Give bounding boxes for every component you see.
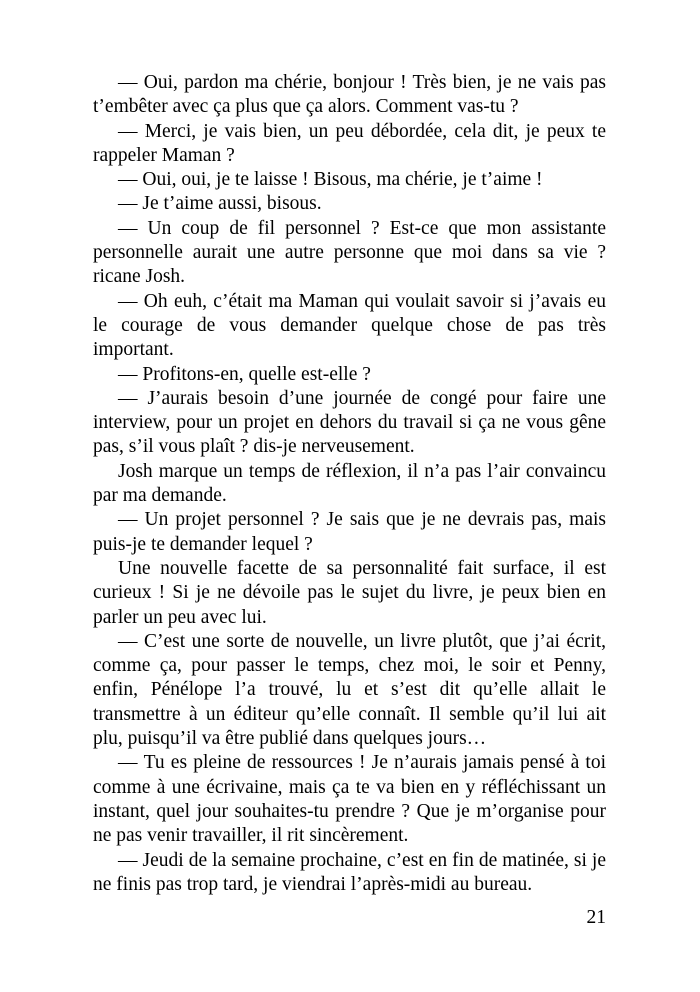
paragraph: — Tu es pleine de ressources ! Je n’aurais jamais pensé à toi comme à une écrivaine, mais ça te va bien en y réfléchissant un instant, quel jour souhaites-tu prendre ? Que je m’organise pour ne pas venir travailler, il rit sincèrement. bbox=[93, 752, 606, 847]
paragraph: — Je t’aime aussi, bisous. bbox=[118, 193, 322, 215]
paragraph: — Merci, je vais bien, un peu débordée, cela dit, je peux te rappeler Maman ? bbox=[93, 120, 606, 166]
paragraph: — Un coup de fil personnel ? Est-ce que mon assistante personnelle aurait une autre personne que moi dans sa vie ? ricane Josh. bbox=[93, 217, 606, 288]
paragraph: — Profitons-en, quelle est-elle ? bbox=[118, 363, 371, 385]
page-number: 21 bbox=[586, 907, 606, 928]
paragraph: — Un projet personnel ? Je sais que je ne devrais pas, mais puis-je te demander lequel ? bbox=[93, 509, 606, 555]
paragraph: Une nouvelle facette de sa personnalité fait surface, il est curieux ! Si je ne dévoile pas le sujet du livre, je peux bien en parler un peu avec lui. bbox=[93, 557, 606, 628]
paragraph: — Oh euh, c’était ma Maman qui voulait savoir si j’avais eu le courage de vous demander quelque chose de pas très important. bbox=[93, 290, 606, 361]
paragraph: — J’aurais besoin d’une journée de congé pour faire une interview, pour un projet en dehors du travail si ça ne vous gêne pas, s’il vous plaît ? dis-je nerveusement. bbox=[93, 387, 606, 458]
paragraph: — Jeudi de la semaine prochaine, c’est en fin de matinée, si je ne finis pas trop tard, je viendrai l’après-midi au bureau. bbox=[93, 849, 606, 895]
paragraph: — Oui, oui, je te laisse ! Bisous, ma chérie, je t’aime ! bbox=[118, 169, 543, 191]
paragraph: — C’est une sorte de nouvelle, un livre plutôt, que j’ai écrit, comme ça, pour passer le temps, chez moi, le soir et Penny, enfin, Pénélope l’a trouvé, lu et s’est dit qu’elle allait le transmettre à un éditeur qu’elle connaît. Il semble qu’il lui ait plu, puisqu’il va être publié dans quelques jours… bbox=[93, 630, 606, 750]
body-text bbox=[93, 71, 606, 897]
paragraph: Josh marque un temps de réflexion, il n’a pas l’air convaincu par ma demande. bbox=[93, 460, 606, 507]
paragraph: — Oui, pardon ma chérie, bonjour ! Très bien, je ne vais pas t’embêter avec ça plus que ça alors. Comment vas-tu ? bbox=[93, 72, 606, 118]
